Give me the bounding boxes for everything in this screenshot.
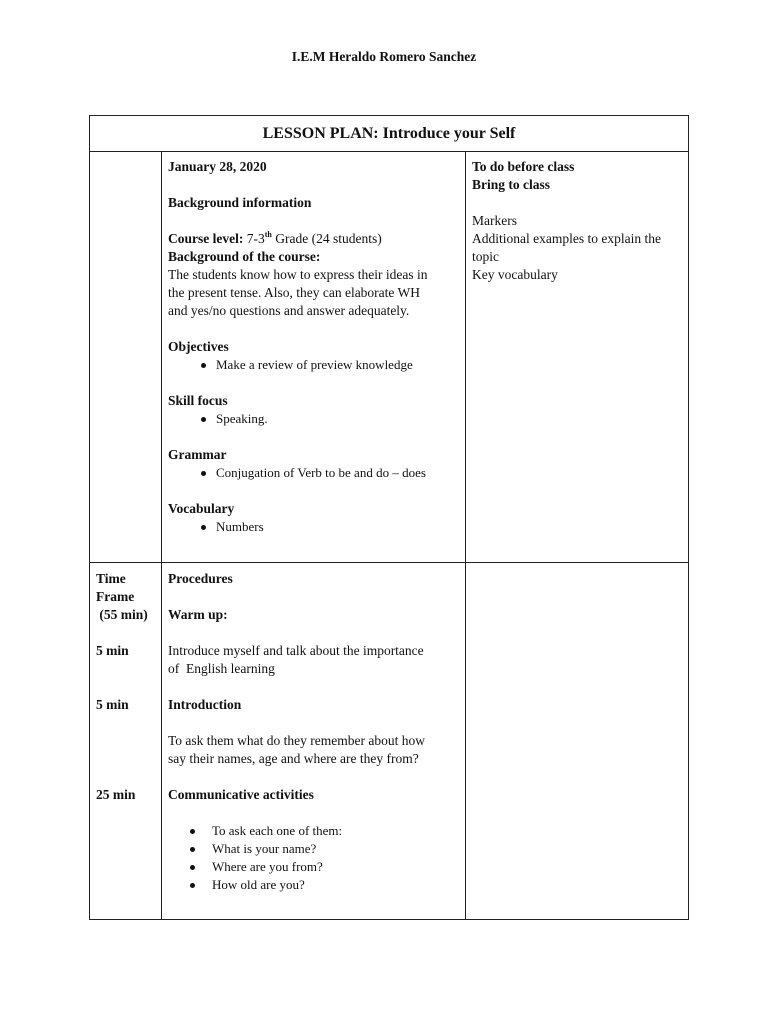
notes-cell	[466, 563, 688, 919]
school-header: I.E.M Heraldo Romero Sanchez	[291, 49, 477, 64]
todo-heading: To do before class	[472, 159, 575, 174]
material-item: Additional examples to explain the	[472, 231, 661, 246]
bring-heading: Bring to class	[472, 177, 551, 192]
time-activities: 25 min	[96, 787, 136, 802]
course-level	[168, 230, 460, 248]
background-text-line-1: The students know how to express their ideas in	[168, 267, 428, 282]
skills-list	[168, 410, 460, 428]
background-heading: Background information	[168, 195, 312, 210]
materials-cell	[472, 158, 684, 284]
time-warmup: 5 min	[96, 643, 129, 658]
warmup-heading: Warm up:	[168, 607, 228, 622]
vocabulary-heading: Vocabulary	[168, 501, 235, 516]
grammar-item: Conjugation of Verb to be and do – does	[168, 464, 460, 482]
lesson-date: January 28, 2020	[168, 159, 267, 174]
list-item: To ask each one of them:	[168, 822, 460, 840]
time-frame-cell	[96, 570, 160, 624]
objectives-list	[168, 356, 460, 374]
introduction-heading: Introduction	[168, 697, 242, 712]
grammar-heading: Grammar	[168, 447, 227, 462]
material-item: Markers	[472, 213, 517, 228]
background-text-line-2: the present tense. Also, they can elaborate WH	[168, 285, 421, 300]
course-level-label: Course level:	[168, 231, 244, 246]
column-divider-1	[161, 152, 162, 920]
communicative-list	[168, 822, 460, 894]
objectives-heading: Objectives	[168, 339, 229, 354]
material-item: Key vocabulary	[472, 267, 558, 282]
procedures-heading: Procedures	[168, 571, 233, 586]
warmup-text-line-1: Introduce myself and talk about the importance	[168, 643, 424, 658]
lesson-plan-table	[89, 115, 689, 920]
objective-item: Make a review of preview knowledge	[168, 356, 460, 374]
list-item: Where are you from?	[168, 858, 460, 876]
procedures-cell	[168, 570, 460, 894]
warmup-text-line-2: of English learning	[168, 661, 275, 676]
background-course-label: Background of the course:	[168, 249, 321, 264]
intro-text-line-2: say their names, age and where are they from?	[168, 751, 419, 766]
lesson-info-cell	[168, 158, 460, 536]
material-item: topic	[472, 249, 499, 264]
list-item: What is your name?	[168, 840, 460, 858]
time-introduction: 5 min	[96, 697, 129, 712]
time-frame-heading-2: Frame	[96, 589, 135, 604]
time-frame-heading-3: (55 min)	[96, 607, 148, 622]
list-item: How old are you?	[168, 876, 460, 894]
course-level-sup: th	[264, 230, 272, 239]
vocabulary-item: Numbers	[168, 518, 460, 536]
skill-item: Speaking.	[168, 410, 460, 428]
course-level-prefix: 7-3	[246, 231, 265, 246]
course-level-suffix: Grade (24 students)	[271, 231, 382, 246]
grammar-list	[168, 464, 460, 482]
skill-focus-heading: Skill focus	[168, 393, 228, 408]
lesson-plan-title: LESSON PLAN: Introduce your Self	[90, 116, 688, 152]
intro-text-line-1: To ask them what do they remember about how	[168, 733, 425, 748]
vocabulary-list	[168, 518, 460, 536]
background-text-line-3: and yes/no questions and answer adequately.	[168, 303, 410, 318]
communicative-heading: Communicative activities	[168, 787, 314, 802]
time-frame-heading-1: Time	[96, 571, 126, 586]
